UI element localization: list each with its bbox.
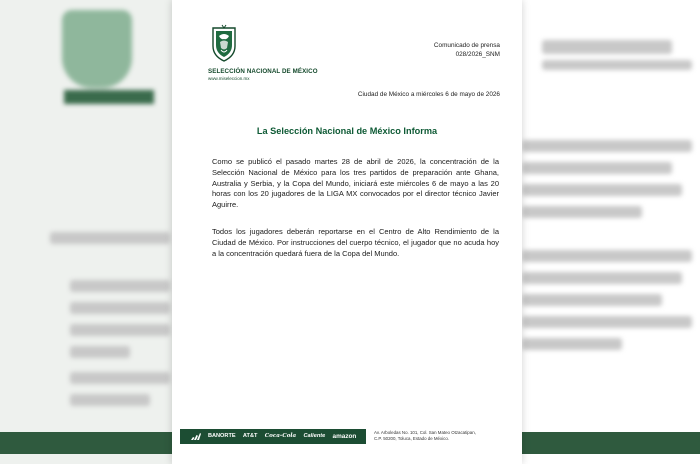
body-paragraph-2: Todos los jugadores deberán reportarse en el Centro de Alto Rendimiento de la Ciudad de México. Por instrucciones del cuerpo técnico, el jugador que no acuda hoy a la concentración quedará fuera de la Copa del Mundo.: [212, 227, 499, 258]
press-label: Comunicado de prensa: [433, 42, 500, 49]
document-footer: [180, 428, 509, 444]
background-footer-right: [522, 432, 700, 454]
sponsor-coca-cola: Coca-Cola: [264, 433, 297, 439]
address-line-1: Av. Arboledas No. 101, Col. San Mateo Otzacatipan,: [374, 430, 476, 436]
sponsor-amazon: amazon: [332, 432, 357, 440]
org-name: SELECCIÓN NACIONAL DE MÉXICO: [208, 68, 318, 75]
document-title: La Selección Nacional de México Informa: [256, 126, 438, 136]
sponsor-att: AT&T: [242, 433, 258, 439]
press-release-document: [172, 0, 522, 464]
body-paragraph-1: Como se publicó el pasado martes 28 de abril de 2026, la concentración de la Selección Nacional de México para los tres partidos de preparación ante Ghana, Australia y Serbia, y la Copa del Mundo, iniciará este miércoles 6 de mayo a las 20 horas con los 20 jugadores de la LIGA MX convocados por el director técnico Javier Aguirre.: [212, 157, 499, 210]
sponsor-bar: [180, 429, 366, 444]
address-line-2: C.P. 50200, Toluca, Estado de México.: [374, 436, 450, 441]
press-number: 028/2026_SNM: [455, 51, 500, 58]
background-blur-left: [0, 0, 172, 464]
footer-address: [374, 430, 504, 441]
adidas-logo-icon: [190, 432, 201, 440]
org-logo: [208, 24, 318, 81]
org-url: www.miseleccion.mx: [208, 76, 250, 81]
sponsor-banorte: BANORTE: [207, 433, 236, 439]
background-blur-right: [522, 0, 700, 464]
sponsor-caliente: Caliente: [303, 433, 326, 439]
press-release-id: [434, 41, 500, 59]
document-date: Ciudad de México a miércoles 6 de mayo de 2026: [357, 91, 500, 98]
background-footer-left: [0, 432, 172, 454]
mexico-crest-icon: [210, 24, 238, 62]
